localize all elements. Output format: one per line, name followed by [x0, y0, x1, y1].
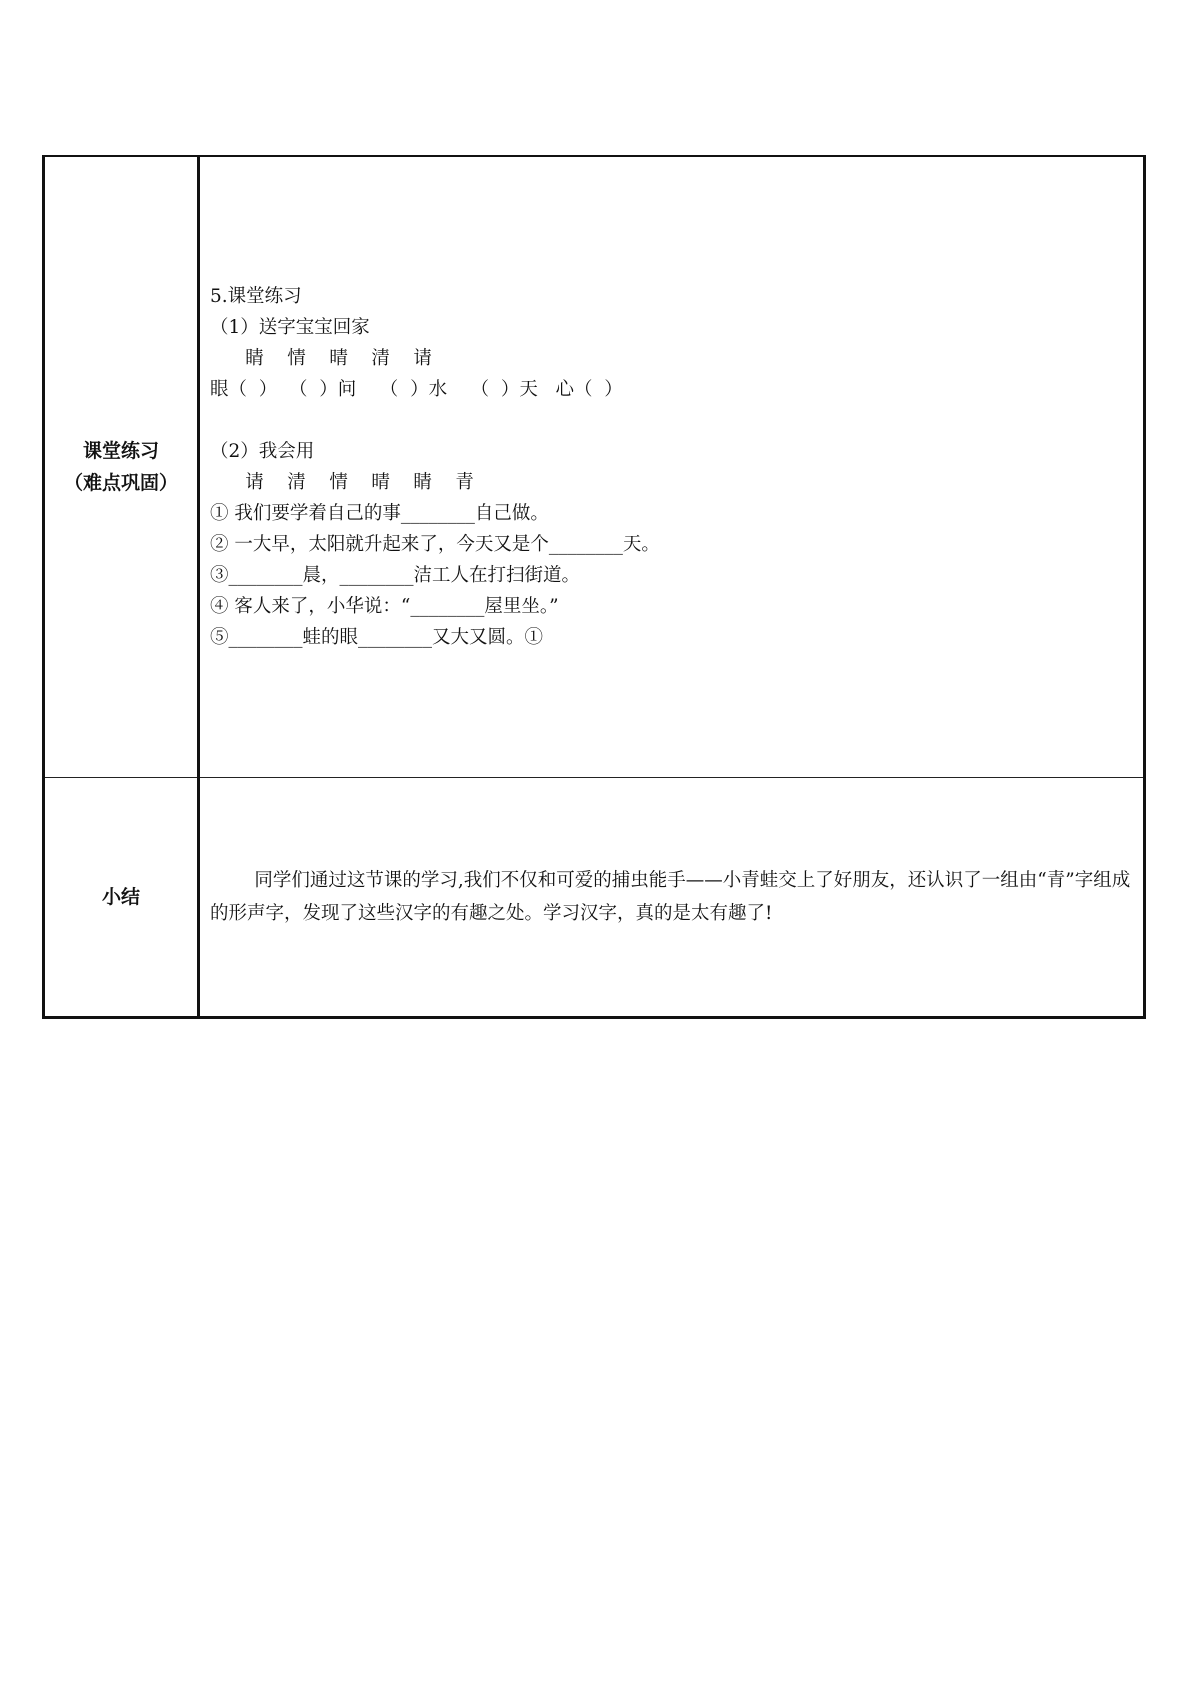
part1-chars: 睛 情 晴 清 请	[210, 348, 432, 369]
row-label-practice	[44, 156, 199, 778]
exercise-item-3: ③________晨，________洁工人在打扫街道。	[210, 565, 581, 586]
exercise-item-5: ⑤________蛙的眼________又大又圆。①	[210, 627, 544, 648]
table-row-practice	[44, 156, 1145, 778]
practice-heading: 5.课堂练习	[210, 286, 302, 307]
part2-chars: 请 清 情 晴 睛 青	[210, 472, 474, 493]
exercise-item-4: ④ 客人来了，小华说：“________屋里坐。”	[210, 596, 559, 617]
label-line-2: （难点巩固）	[63, 472, 178, 494]
part1-blanks: 眼（ ） （ ）问 （ ）水 （ ）天 心（ ）	[210, 379, 623, 400]
summary-text: 同学们通过这节课的学习,我们不仅和可爱的捕虫能手——小青蛙交上了好朋友，还认识了一组由“青”字组成的形声字，发现了这些汉字的有趣之处。学习汉字，真的是太有趣了!	[210, 870, 1131, 924]
row-label-summary: 小结	[44, 778, 199, 1018]
label-line-1: 课堂练习	[82, 440, 159, 462]
practice-content	[200, 281, 1143, 653]
part2-title: （2）我会用	[210, 441, 315, 462]
practice-content-cell	[199, 156, 1145, 778]
spacer	[210, 405, 1143, 436]
lesson-table	[42, 155, 1146, 1019]
exercise-item-1: ① 我们要学着自己的事________自己做。	[210, 503, 549, 524]
part1-title: （1）送字宝宝回家	[210, 317, 370, 338]
table-row-summary	[44, 778, 1145, 1018]
summary-content-cell	[199, 778, 1145, 1018]
exercise-item-2: ② 一大早，太阳就升起来了，今天又是个________天。	[210, 534, 660, 555]
